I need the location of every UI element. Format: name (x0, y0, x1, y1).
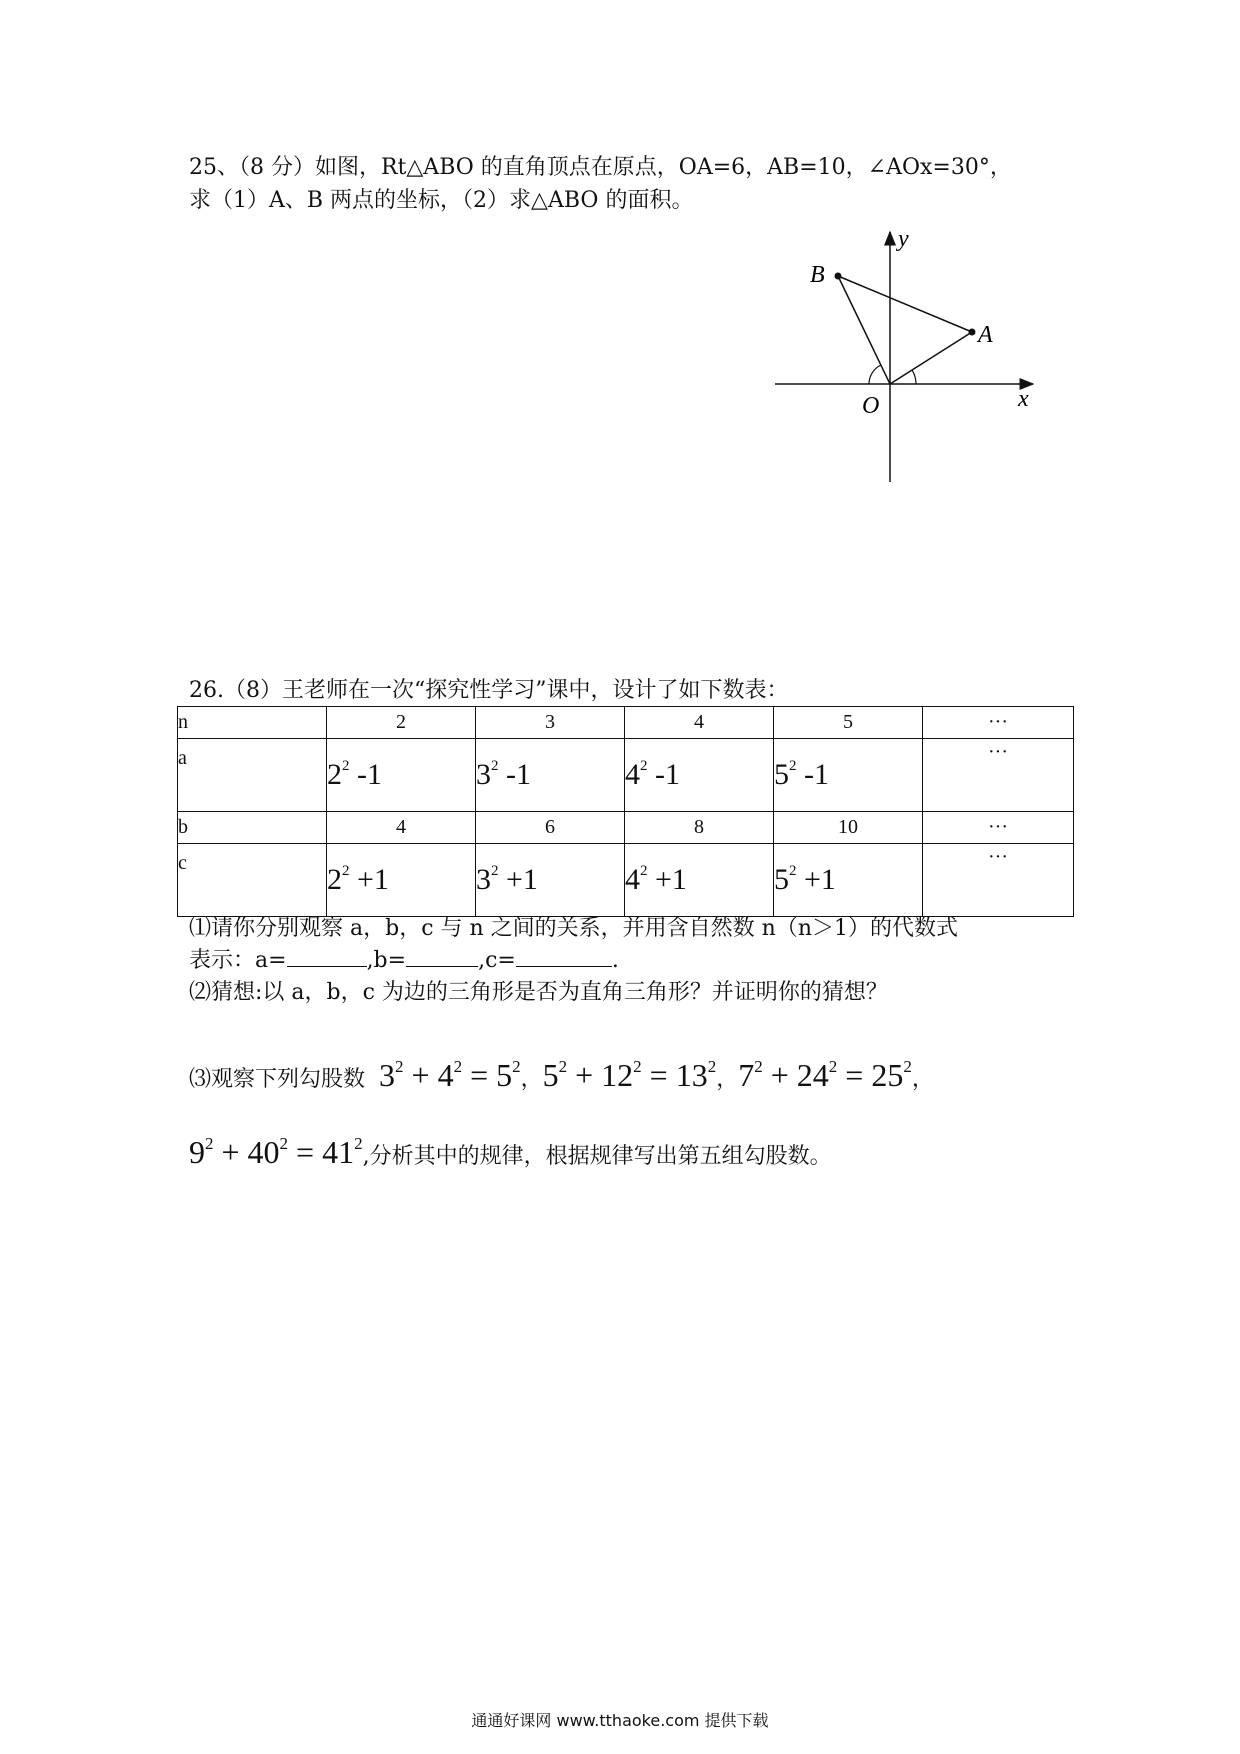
table-cell: 8 (625, 812, 774, 844)
table-row-a (178, 739, 1074, 812)
table-cell-expr: $2^2$ -1 (327, 739, 476, 812)
point-a (969, 329, 976, 336)
row-label-n: n (178, 707, 327, 739)
q26-part3-line2: $9^2 + 40^2 = 41^2$,分析其中的规律，根据规律写出第五组勾股数。 (189, 1134, 832, 1170)
row-label-c: c (178, 844, 327, 917)
pythagorean-eq-2: $5^2 + 12^2 = 13^2$ (542, 1057, 717, 1093)
q25-line-2: 求（1）A、B 两点的坐标，（2）求△ABO 的面积。 (189, 188, 694, 213)
segment-ao (890, 332, 972, 384)
table-cell-expr: $4^2$ -1 (625, 739, 774, 812)
point-b (835, 273, 842, 280)
label-a: A (978, 322, 993, 348)
coordinate-figure (770, 222, 1060, 492)
q26-title: 26.（8）王老师在一次“探究性学习”课中，设计了如下数表： (189, 678, 789, 703)
table-cell: 4 (327, 812, 476, 844)
label-o: O (862, 393, 880, 419)
table-cell-expr: $5^2 +1$ (774, 844, 923, 917)
row-label-a: a (178, 739, 327, 812)
q26-part1-line1: ⑴请你分别观察 a，b，c 与 n 之间的关系，并用含自然数 n（n＞1）的代数式 (189, 916, 958, 941)
pythagorean-eq-4: $9^2 + 40^2 = 41^2$ (189, 1134, 363, 1170)
table-row-c (178, 844, 1074, 917)
pythagorean-eq-1: $3^2 + 4^2 = 5^2$ (379, 1057, 521, 1093)
table-cell-expr: $3^2$ -1 (476, 739, 625, 812)
table-cell: 5 (774, 707, 923, 739)
q26-part3-line1: ⑶观察下列勾股数 $3^2 + 4^2 = 5^2$，$5^2 + 12^2 = 13^2$，$7^2 + 24^2 = 25^2$， (189, 1057, 934, 1093)
table-cell: 6 (476, 812, 625, 844)
answer-blank-b[interactable] (406, 948, 478, 967)
answer-blank-a[interactable] (287, 948, 367, 967)
table-cell: 3 (476, 707, 625, 739)
table-cell-expr: $4^2 +1$ (625, 844, 774, 917)
angle-arc-aox (912, 370, 916, 384)
table-cell-expr: $5^2$ -1 (774, 739, 923, 812)
q25-line-1: 25、（8 分）如图，Rt△ABO 的直角顶点在原点，OA=6，AB=10，∠AOx=30°， (189, 155, 1012, 180)
table-cell-expr: $3^2 +1$ (476, 844, 625, 917)
angle-arc-box (869, 365, 881, 384)
table-cell: ··· (923, 707, 1074, 739)
label-b: B (810, 262, 825, 288)
table-cell-expr: $2^2 +1$ (327, 844, 476, 917)
q26-part2: ⑵猜想:以 a，b，c 为边的三角形是否为直角三角形？并证明你的猜想？ (189, 980, 888, 1005)
table-cell-ellipsis: ··· (923, 739, 1074, 812)
table-row-b (178, 812, 1074, 844)
table-cell: 4 (625, 707, 774, 739)
table-cell-ellipsis: ··· (923, 844, 1074, 917)
segment-ba (838, 276, 972, 332)
page-footer: 通通好课网 www.tthaoke.com 提供下载 (471, 1711, 769, 1730)
table-cell: 10 (774, 812, 923, 844)
answer-blank-c[interactable] (516, 948, 612, 967)
row-label-b: b (178, 812, 327, 844)
label-y: y (898, 226, 909, 252)
segment-ob (838, 276, 890, 384)
table-cell: 2 (327, 707, 476, 739)
label-x: x (1018, 386, 1029, 412)
pythagorean-eq-3: $7^2 + 24^2 = 25^2$ (738, 1057, 912, 1093)
q26-part1-line2: 表示：a= ,b= ,c= . (189, 948, 619, 973)
table-row-n (178, 707, 1074, 739)
table-cell: ··· (923, 812, 1074, 844)
number-table (177, 706, 1074, 917)
